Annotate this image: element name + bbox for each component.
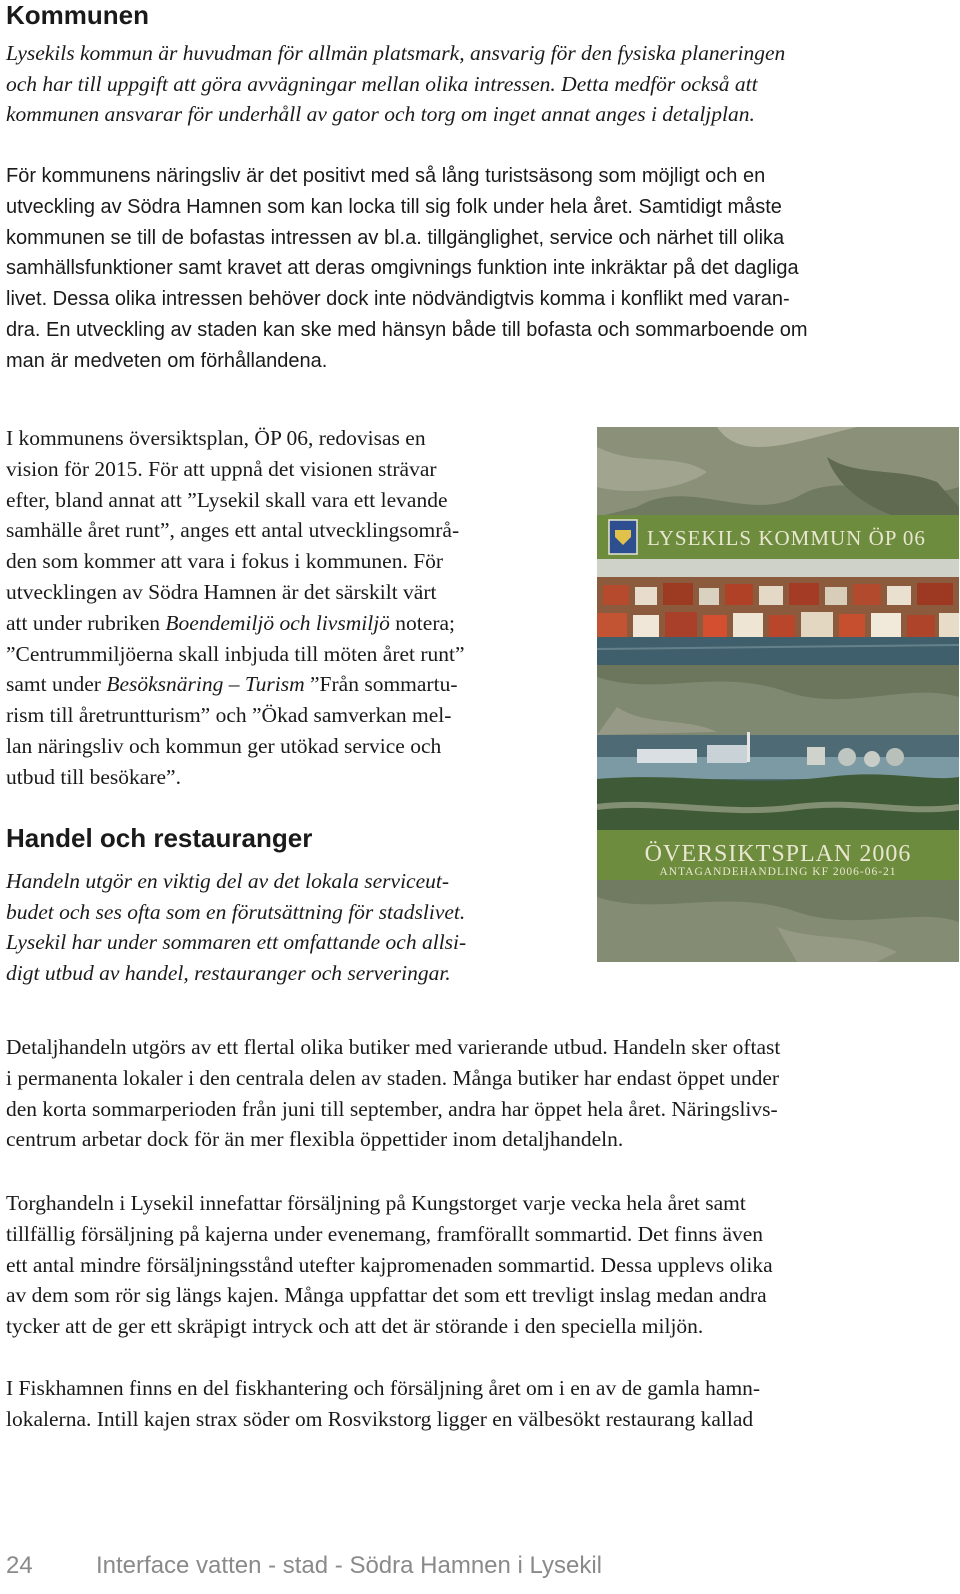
- text-run: I kommunens översiktsplan, ÖP 06, redovisas en: [6, 426, 426, 450]
- handel-paragraph-2: [6, 1188, 773, 1342]
- heading-kommunen: Kommunen: [6, 0, 149, 30]
- text-run: samt under: [6, 672, 107, 697]
- text-run: ”Från sommartu-: [304, 672, 458, 697]
- text-run: att under rubriken: [6, 610, 166, 635]
- text-line: [6, 577, 465, 608]
- heading-handel: Handel och restauranger: [6, 823, 313, 853]
- text-line: tillfällig försäljning på kajerna under evenemang, framförallt sommartid. Det finns även: [6, 1221, 764, 1246]
- text-line: i permanenta lokaler i den centrala delen av staden. Många butiker har endast öppet under: [6, 1065, 780, 1090]
- text-line: [6, 608, 465, 639]
- text-line: och har till uppgift att göra avvägningar mellan olika intressen. Detta medför också att: [6, 71, 758, 96]
- text-line: dra. En utveckling av staden kan ske med hänsyn både till bofasta och sommarboende om: [6, 318, 808, 341]
- text-line: digt utbud av handel, restauranger och serveringar.: [6, 961, 451, 986]
- text-line: Lysekil har under sommaren ett omfattande och allsi-: [6, 930, 467, 955]
- text-run: efter, bland annat att ”Lysekil skall vara ett levande: [6, 487, 448, 512]
- text-line: [6, 546, 465, 577]
- text-line: kommunen se till de bofastas intressen av bl.a. tillgänglighet, service och närhet till olika: [6, 226, 785, 249]
- text-line: av dem som rör sig längs kajen. Många uppfattar det som ett trevligt inslag medan andra: [6, 1283, 767, 1308]
- text-run: den som kommer att vara i fokus i kommunen. För: [6, 549, 444, 574]
- text-run: samhälle året runt”, anges ett antal utvecklingsområ-: [6, 518, 460, 543]
- text-line: I Fiskhamnen finns en del fiskhantering och försäljning året om i en av de gamla hamn-: [6, 1376, 761, 1400]
- text-line: man är medveten om förhållandena.: [6, 349, 328, 372]
- handel-intro: [6, 866, 466, 989]
- text-run: rism till åretruntturism” och ”Ökad samverkan mel-: [6, 703, 452, 728]
- text-line: [6, 669, 465, 700]
- text-line: livet. Dessa olika intressen behöver dock inte nödvändigtvis komma i konflikt med varan-: [6, 288, 790, 311]
- cover-bottom-subtitle: ANTAGANDEHANDLING KF 2006-06-21: [659, 866, 897, 878]
- text-line: samhällsfunktioner samt kravet att deras omgivnings funktion inte inkräktar på det dagliga: [6, 257, 799, 280]
- text-run: notera;: [389, 610, 455, 635]
- text-line: [6, 454, 465, 485]
- text-line: [6, 423, 465, 454]
- text-line: kommunen ansvarar för underhåll av gator och torg om inget annat anges i detaljplan.: [6, 102, 755, 127]
- text-run: utvecklingen av Södra Hamnen är det särskilt värt: [6, 579, 437, 604]
- emphasis-run: Besöksnäring – Turism: [106, 672, 305, 697]
- text-line: [6, 639, 465, 670]
- oversiktsplan-cover-image: [597, 427, 959, 962]
- text-line: [6, 731, 465, 762]
- handel-paragraph-1: [6, 1032, 780, 1155]
- text-line: [6, 700, 465, 731]
- text-line: Lysekils kommun är huvudman för allmän platsmark, ansvarig för den fysiska planeringen: [6, 41, 786, 65]
- text-line: utveckling av Södra Hamnen som kan locka till sig folk under hela året. Samtidigt måste: [6, 195, 782, 218]
- page-number: 24: [6, 1552, 33, 1579]
- text-run: vision för 2015. För att uppnå det visionen strävar: [6, 456, 437, 481]
- footer-title: Interface vatten - stad - Södra Hamnen i Lysekil: [96, 1552, 603, 1579]
- text-line: [6, 515, 465, 546]
- text-line: ett antal mindre försäljningsstånd utefter kajpromenaden sommartid. Dessa upplevs olika: [6, 1252, 773, 1277]
- text-line: den korta sommarperioden från juni till september, andra har öppet hela året. Näringslivs-: [6, 1096, 778, 1121]
- handel-paragraph-3: [6, 1373, 760, 1435]
- text-line: För kommunens näringsliv är det positivt med så lång turistsäsong som möjligt och en: [6, 165, 766, 187]
- text-run: ”Centrummiljöerna skall inbjuda till möten året runt”: [6, 641, 465, 666]
- oversiktsplan-paragraph: [6, 423, 465, 793]
- text-run: utbud till besökare”.: [6, 764, 181, 789]
- text-line: Handeln utgör en viktig del av det lokala serviceut-: [6, 869, 450, 893]
- emphasis-run: Boendemiljö och livsmiljö: [165, 610, 390, 635]
- text-line: [6, 485, 465, 516]
- text-line: Torghandeln i Lysekil innefattar försäljning på Kungstorget varje vecka hela året samt: [6, 1191, 746, 1215]
- text-line: centrum arbetar dock för än mer flexibla öppettider inom detaljhandeln.: [6, 1127, 624, 1152]
- text-line: Detaljhandeln utgörs av ett flertal olika butiker med varierande utbud. Handeln sker oftast: [6, 1035, 781, 1059]
- text-run: lan näringsliv och kommun ger utökad service och: [6, 733, 442, 758]
- text-line: lokalerna. Intill kajen strax söder om Rosvikstorg ligger en välbesökt restaurang kallad: [6, 1406, 754, 1431]
- kommunen-intro: [6, 38, 785, 130]
- cover-top-banner: LYSEKILS KOMMUN ÖP 06: [647, 526, 926, 550]
- text-line: [6, 762, 465, 793]
- text-line: budet och ses ofta som en förutsättning för stadslivet.: [6, 899, 466, 924]
- kommunen-paragraph: [6, 161, 808, 377]
- text-line: tycker att de ger ett skräpigt intryck och att det är störande i den speciella miljön.: [6, 1314, 704, 1339]
- cover-bottom-title: ÖVERSIKTSPLAN 2006: [644, 841, 912, 867]
